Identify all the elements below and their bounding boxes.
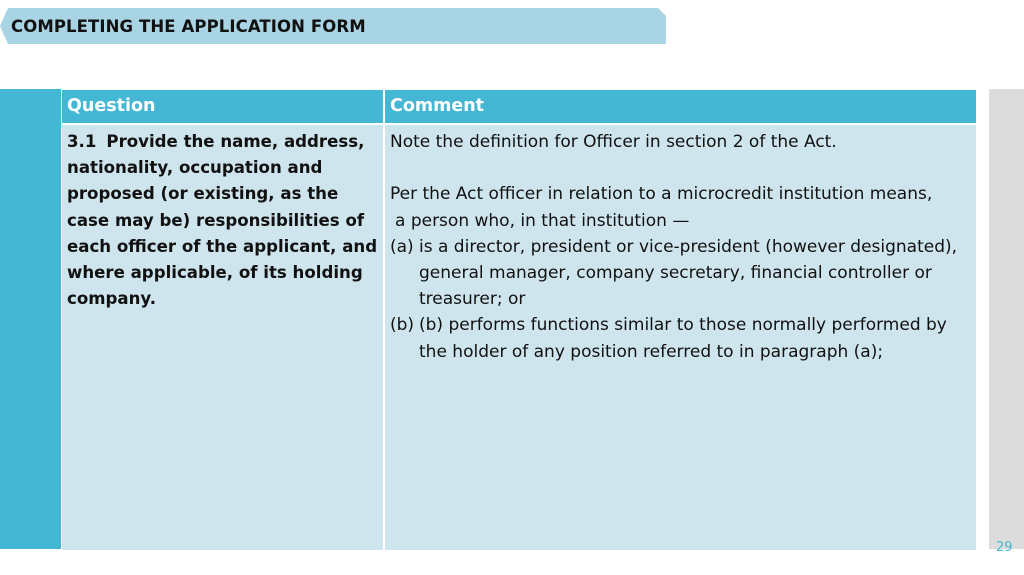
list-text-b: (b) performs functions similar to those normally performed by the holder of any position referred to in paragraph (a);	[419, 315, 947, 362]
question-number: 3.1	[67, 132, 97, 151]
comment-note: Note the definition for Officer in section 2 of the Act.	[390, 132, 837, 152]
question-text: Provide the name, address, nationality, occupation and proposed (or existing, as the case may be) responsibilities of each officer of the applicant, and where applicable, of its holding company.	[67, 132, 378, 309]
slide-title: COMPLETING THE APPLICATION FORM	[11, 17, 366, 36]
page-number: 29	[996, 540, 1013, 555]
comment-cell	[385, 125, 976, 550]
right-side-bar	[989, 89, 1024, 555]
column-header-question: Question	[62, 90, 383, 123]
list-item-b	[390, 312, 971, 364]
list-marker-a: (a)	[390, 236, 414, 257]
list-marker-b: (b)	[390, 315, 415, 336]
left-accent-bar	[0, 89, 61, 549]
list-text-a: is a director, president or vice-president (however designated), general manager, company secretary, financial controller or treasurer; or	[419, 236, 958, 310]
blank-line	[390, 155, 971, 181]
list-item-a	[390, 234, 971, 313]
question-comment-table	[62, 90, 976, 550]
comment-intro-line-1: Per the Act officer in relation to a microcredit institution means,	[390, 184, 933, 205]
comment-intro-line-2: a person who, in that institution —	[395, 210, 690, 231]
column-header-comment: Comment	[385, 90, 976, 123]
question-cell	[62, 125, 383, 550]
